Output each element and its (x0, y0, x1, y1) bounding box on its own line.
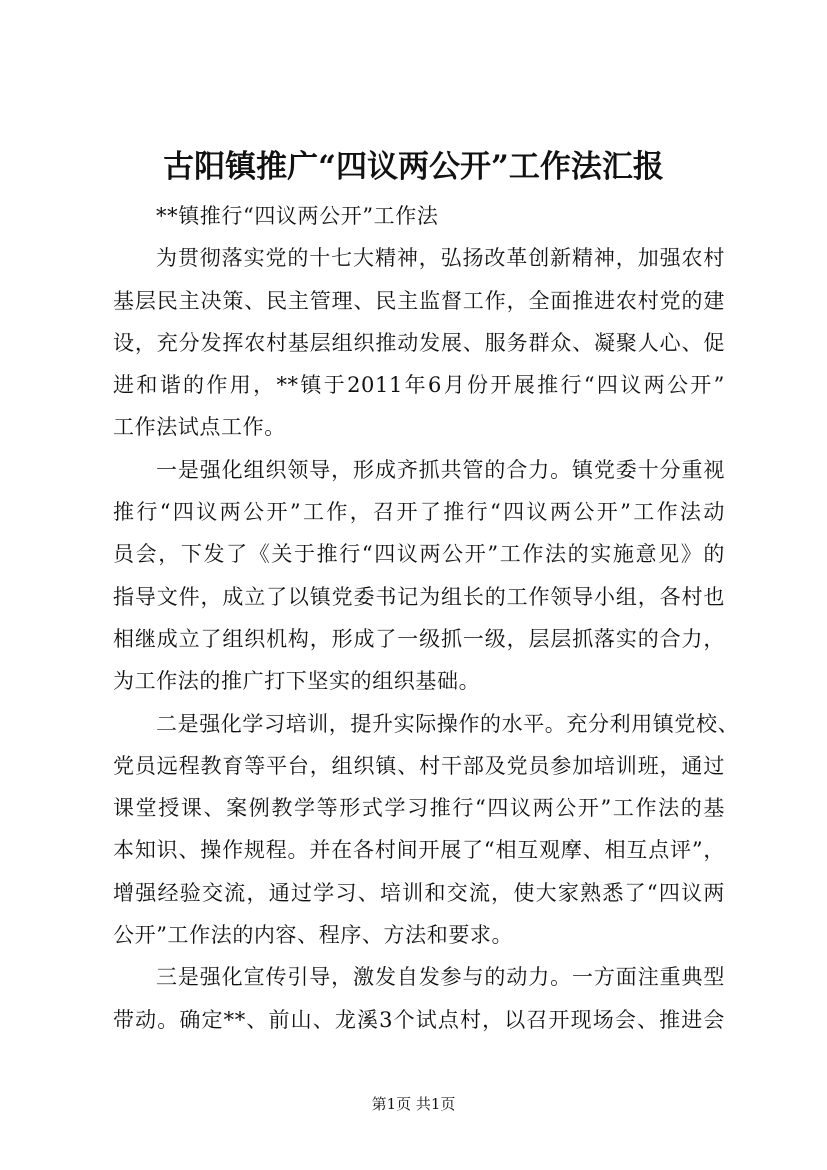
paragraph-3-line-3: 课堂授课、案例教学等形式学习推行“四议两公开”工作法的基 (113, 796, 725, 821)
paragraph-1-line-4: 进和谐的作用，**镇于2011年6月份开展推行“四议两公开” (113, 373, 725, 398)
paragraph-1-line-1: 为贯彻落实党的十七大精神，弘扬改革创新精神，加强农村 (156, 246, 725, 271)
paragraph-4-line-2: 带动。确定**、前山、龙溪3个试点村，以召开现场会、推进会 (113, 1007, 725, 1032)
paragraph-2-line-4: 指导文件，成立了以镇党委书记为组长的工作领导小组，各村也 (113, 584, 725, 609)
paragraph-3-line-1: 二是强化学习培训，提升实际操作的水平。充分利用镇党校、 (156, 711, 740, 736)
paragraph-2-line-1: 一是强化组织领导，形成齐抓共管的合力。镇党委十分重视 (156, 457, 725, 482)
paragraph-3-line-2: 党员远程教育等平台，组织镇、村干部及党员参加培训班，通过 (113, 753, 725, 778)
paragraph-1-line-3: 设，充分发挥农村基层组织推动发展、服务群众、凝聚人心、促 (113, 330, 725, 355)
paragraph-4-line-1: 三是强化宣传引导，激发自发参与的动力。一方面注重典型 (156, 965, 725, 990)
document-body (113, 195, 740, 1041)
paragraph-1-line-2: 基层民主决策、民主管理、民主监督工作，全面推进农村党的建 (113, 288, 725, 313)
paragraph-3-line-4: 本知识、操作规程。并在各村间开展了“相互观摩、相互点评”， (113, 838, 725, 863)
paragraph-3-line-5: 增强经验交流，通过学习、培训和交流，使大家熟悉了“四议两 (113, 880, 725, 905)
page-footer: 第1页 共1页 (371, 1095, 456, 1113)
paragraph-3-line-6: 公开”工作法的内容、程序、方法和要求。 (113, 923, 514, 948)
document-title: 古阳镇推广“四议两公开”工作法汇报 (163, 149, 664, 185)
paragraph-2-line-6: 为工作法的推广打下坚实的组织基础。 (113, 669, 481, 694)
paragraph-2-line-3: 员会，下发了《关于推行“四议两公开”工作法的实施意见》的 (113, 542, 725, 567)
paragraph-2-line-5: 相继成立了组织机构，形成了一级抓一级，层层抓落实的合力， (113, 626, 725, 651)
paragraph-2-line-2: 推行“四议两公开”工作，召开了推行“四议两公开”工作法动 (113, 500, 725, 525)
paragraph-1-line-5: 工作法试点工作。 (113, 415, 286, 440)
document-subtitle: **镇推行“四议两公开”工作法 (156, 204, 439, 228)
